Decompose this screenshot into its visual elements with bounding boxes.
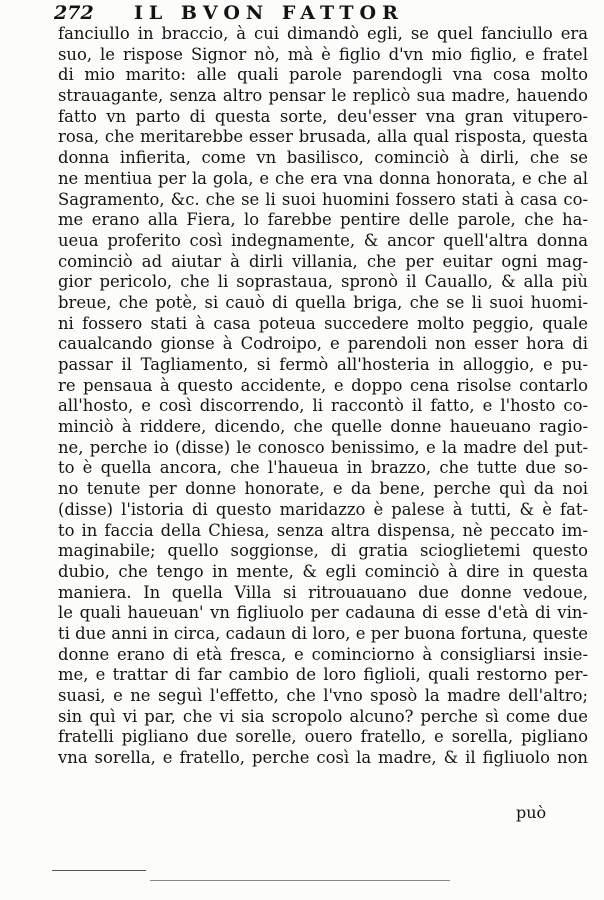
text-line: minciò à riddere, dicendo, che quelle donne haueuano ragio- bbox=[58, 417, 588, 437]
text-line: ni fossero stati à casa poteua succedere molto peggio, quale bbox=[58, 313, 588, 333]
text-line: donna infierita, come vn basilisco, cominciò à dirli, che se bbox=[58, 148, 588, 168]
page-number: 272 bbox=[54, 2, 94, 24]
text-line: ti due anni in circa, cadaun di loro, e per buona fortuna, queste bbox=[58, 623, 588, 643]
text-line: passar il Tagliamento, si fermò all'hosteria in alloggio, e pu- bbox=[58, 355, 588, 374]
text-line: to è quella ancora, che l'haueua in brazzo, che tutte due so- bbox=[58, 458, 588, 478]
text-line: maniera. In quella Villa si ritrouauano due donne vedoue, bbox=[58, 582, 588, 602]
text-line: no tenute per donne honorate, e da bene, perche quì da noi bbox=[58, 479, 588, 499]
text-line: le quali haueuan' vn figliuolo per cadauna di esse d'età di vin- bbox=[58, 603, 588, 623]
text-line: rosa, che meritarebbe esser brusada, alla qual risposta, questa bbox=[58, 127, 588, 147]
text-line: me, e trattar di far cambio de loro figlioli, quali restorno per- bbox=[58, 665, 588, 685]
text-line: sin quì vi par, che vi sia scropolo alcuno? perche sì come due bbox=[58, 706, 588, 726]
page-header bbox=[54, 2, 574, 24]
text-line: strauagante, senza altro pensar le replicò sua madre, hauendo bbox=[58, 86, 588, 106]
text-line: dubio, che tengo in mente, & egli cominciò à dire in questa bbox=[58, 561, 588, 581]
text-line: caualcando gionse à Codroipo, e parendoli non esser hora di bbox=[58, 334, 588, 354]
text-line: gior pericolo, che li soprastaua, spronò il Cauallo, & alla più bbox=[58, 272, 588, 292]
text-line: cominciò ad aiutar à dirli villania, che per euitar ogni mag- bbox=[58, 251, 588, 271]
text-line: fatto vn parto di questa sorte, deu'esser vna gran vitupero- bbox=[58, 106, 588, 126]
text-line: suasi, e ne seguì l'effetto, che l'vno sposò la madre dell'altro; bbox=[58, 686, 588, 705]
running-head: IL BVON FATTOR bbox=[134, 2, 404, 24]
text-line: ne, perche io (disse) le conosco benissimo, e la madre del put- bbox=[58, 437, 588, 457]
text-line: di mio marito: alle quali parole parendogli vna cosa molto bbox=[58, 65, 588, 85]
text-line: ueua proferito così indegnamente, & ancor quell'altra donna bbox=[58, 230, 588, 250]
text-line: breue, che potè, si cauò di quella briga, che se li suoi huomi- bbox=[58, 292, 588, 312]
text-line: ne mentiua per la gola, e che era vna donna honorata, e che al bbox=[58, 168, 588, 188]
page-edge-rule bbox=[150, 880, 450, 881]
body-text bbox=[58, 24, 588, 769]
text-line: maginabile; quello soggionse, di gratia scioglietemi questo bbox=[58, 541, 588, 561]
text-line: re pensaua à questo accidente, e doppo cena risolse contarlo bbox=[58, 375, 588, 395]
text-line: suo, le rispose Signor nò, mà è figlio d'vn mio figlio, e fratel bbox=[58, 44, 588, 64]
text-line: me erano alla Fiera, lo farebbe pentire delle parole, che ha- bbox=[58, 210, 588, 230]
text-line: donne erano di età fresca, e cominciorno à consigliarsi insie- bbox=[58, 644, 588, 664]
text-line: vna sorella, e fratello, perche così la madre, & il figliuolo non bbox=[58, 748, 588, 768]
text-line: (disse) l'istoria di questo maridazzo è palese à tutti, & è fat- bbox=[58, 499, 588, 519]
text-line: to in faccia della Chiesa, senza altra dispensa, nè peccato im- bbox=[58, 520, 588, 540]
text-line: fratelli pigliano due sorelle, ouero fratello, e sorella, pigliano bbox=[58, 727, 588, 747]
text-line: all'hosto, e così discorrendo, li raccontò il fatto, e l'hosto co- bbox=[58, 396, 588, 416]
page-edge-rule bbox=[52, 870, 146, 871]
text-line: Sagramento, &c. che se li suoi huomini fossero stati à casa co- bbox=[58, 189, 588, 209]
catchword: può bbox=[516, 803, 547, 822]
text-line: fanciullo in braccio, à cui dimandò egli, se quel fanciullo era bbox=[58, 24, 588, 43]
